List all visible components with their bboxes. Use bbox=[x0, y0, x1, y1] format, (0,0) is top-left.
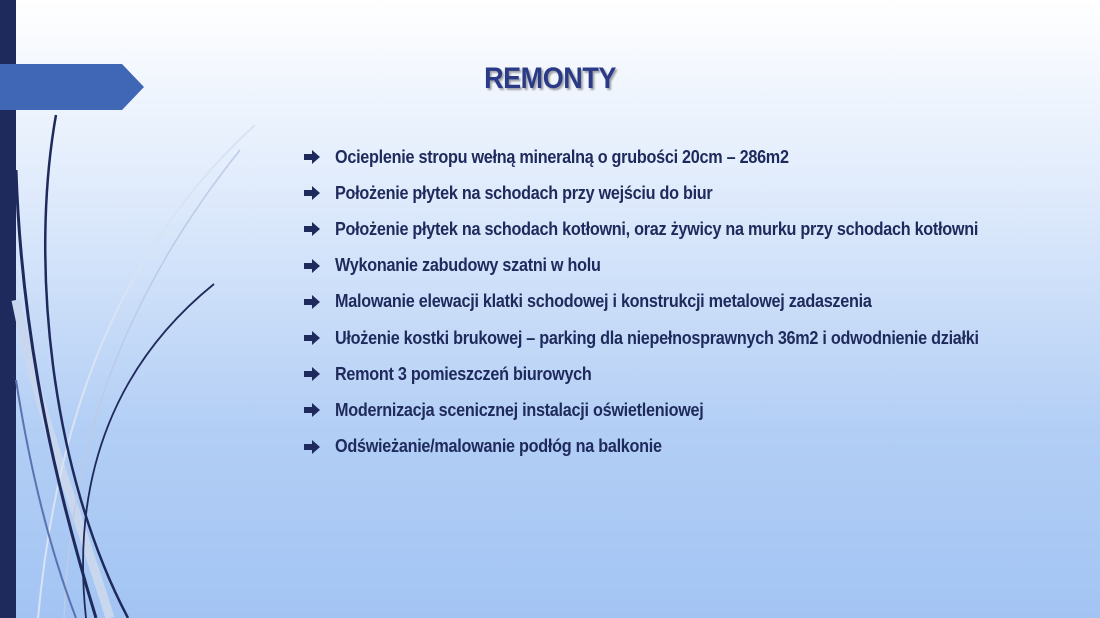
right-arrow-icon bbox=[304, 403, 320, 417]
list-item-text: Położenie płytek na schodach przy wejściu do biur bbox=[335, 182, 713, 203]
right-arrow-icon bbox=[304, 367, 320, 381]
right-arrow-icon bbox=[304, 331, 320, 345]
right-arrow-icon bbox=[304, 150, 320, 164]
bullet-list bbox=[304, 139, 1050, 465]
list-item-text: Ułożenie kostki brukowej – parking dla niepełnosprawnych 36m2 i odwodnienie działki bbox=[335, 327, 979, 348]
slide-title: REMONTY bbox=[484, 62, 616, 95]
list-item-text: Modernizacja scenicznej instalacji oświetleniowej bbox=[335, 399, 704, 420]
list-item bbox=[304, 356, 1050, 392]
list-item-text: Ocieplenie stropu wełną mineralną o grubości 20cm – 286m2 bbox=[335, 146, 789, 167]
list-item bbox=[304, 429, 1050, 465]
list-item-text: Położenie płytek na schodach kotłowni, oraz żywicy na murku przy schodach kotłowni bbox=[335, 218, 979, 239]
right-arrow-icon bbox=[304, 259, 320, 273]
right-arrow-icon bbox=[304, 222, 320, 236]
list-item-text: Wykonanie zabudowy szatni w holu bbox=[335, 255, 601, 276]
list-item bbox=[304, 320, 1050, 356]
list-item-text: Odświeżanie/malowanie podłóg na balkonie bbox=[335, 436, 662, 457]
arrow-tab-shape bbox=[0, 64, 144, 110]
curve-dark-3 bbox=[83, 284, 214, 618]
list-item bbox=[304, 284, 1050, 320]
list-item-text: Malowanie elewacji klatki schodowej i konstrukcji metalowej zadaszenia bbox=[335, 291, 872, 312]
right-arrow-icon bbox=[304, 295, 320, 309]
list-item bbox=[304, 211, 1050, 247]
right-arrow-icon bbox=[304, 440, 320, 454]
list-item bbox=[304, 392, 1050, 428]
list-item bbox=[304, 175, 1050, 211]
curve-light-2 bbox=[38, 125, 255, 618]
list-item-text: Remont 3 pomieszczeń biurowych bbox=[335, 363, 592, 384]
list-item bbox=[304, 139, 1050, 175]
list-item bbox=[304, 248, 1050, 284]
right-arrow-icon bbox=[304, 186, 320, 200]
